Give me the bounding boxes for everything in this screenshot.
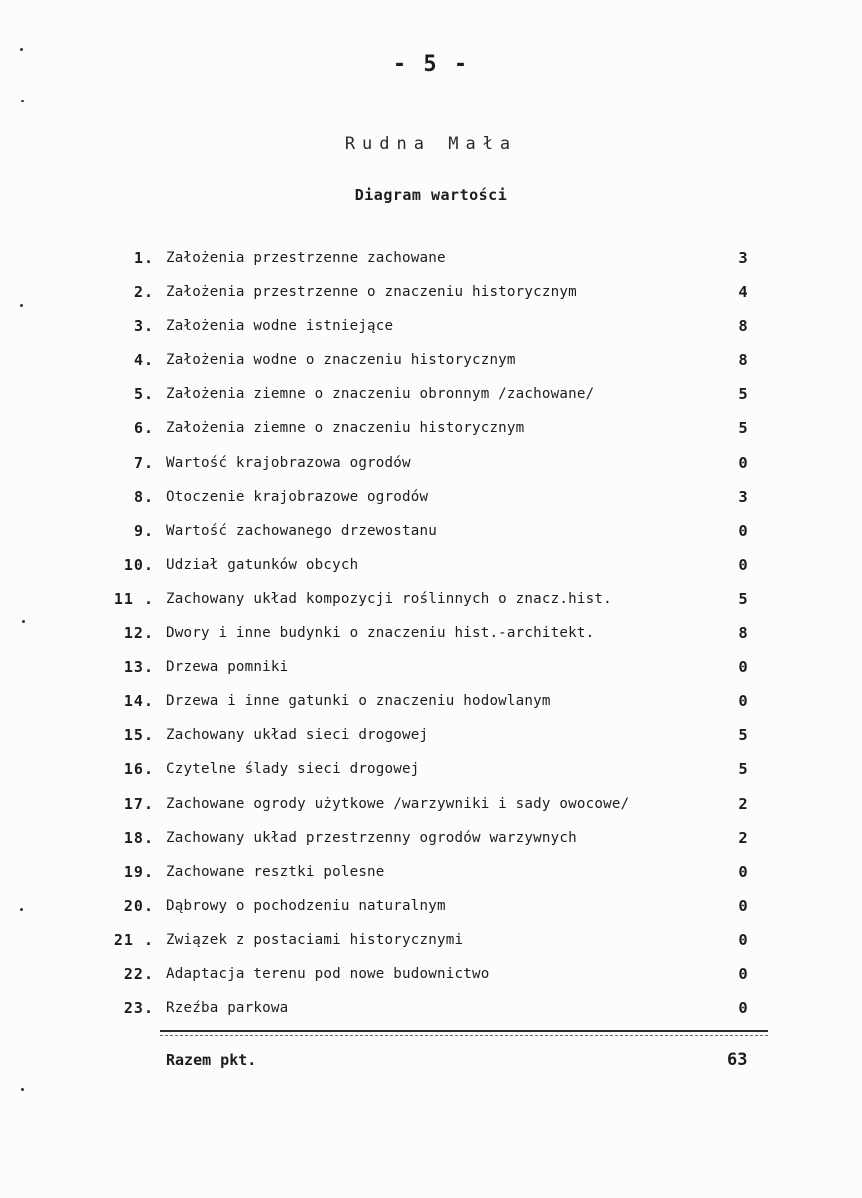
item-value: 8 <box>738 624 748 643</box>
item-value: 3 <box>738 487 748 506</box>
list-item <box>0 487 862 521</box>
item-value: 0 <box>738 964 748 983</box>
scan-speck <box>21 1088 24 1091</box>
item-label: Udział gatunków obcych <box>166 556 359 573</box>
item-label: Drzewa i inne gatunki o znaczeniu hodowlanym <box>166 693 551 710</box>
item-number: 17. <box>123 794 154 813</box>
item-value: 0 <box>738 862 748 881</box>
item-label: Dąbrowy o pochodzeniu naturalnym <box>166 897 446 914</box>
item-label: Rzeźba parkowa <box>166 1000 289 1017</box>
item-number: 21 . <box>113 930 154 949</box>
item-value: 0 <box>738 692 748 711</box>
item-label: Czytelne ślady sieci drogowej <box>166 761 420 778</box>
scan-speck <box>20 908 23 911</box>
item-label: Założenia przestrzenne zachowane <box>166 250 446 266</box>
item-number: 18. <box>123 828 154 847</box>
item-number: 15. <box>123 726 154 745</box>
item-number: 8. <box>133 487 154 506</box>
list-item <box>0 623 862 657</box>
item-number: 20. <box>123 896 154 915</box>
list-item <box>0 964 862 998</box>
item-value: 2 <box>738 794 748 813</box>
item-label: Założenia ziemne o znaczeniu historycznym <box>166 420 525 437</box>
total-label: Razem pkt. <box>166 1051 257 1069</box>
item-number: 2. <box>133 283 154 302</box>
list-item <box>0 453 862 487</box>
list-item <box>0 555 862 589</box>
item-number: 4. <box>133 351 154 370</box>
item-number: 11 . <box>113 589 154 608</box>
list-item <box>0 794 862 828</box>
item-value: 0 <box>738 555 748 574</box>
item-value: 5 <box>738 589 748 608</box>
scan-speck <box>22 620 25 623</box>
item-number: 22. <box>123 964 154 983</box>
scan-speck <box>20 48 23 51</box>
list-item <box>0 521 862 555</box>
item-value: 5 <box>738 385 748 404</box>
list-item <box>0 316 862 350</box>
list-item <box>0 384 862 418</box>
item-label: Założenia wodne istniejące <box>166 318 394 335</box>
item-number: 9. <box>133 521 154 540</box>
item-value: 0 <box>738 999 748 1018</box>
item-label: Zachowane resztki polesne <box>166 863 385 880</box>
item-value: 3 <box>738 249 748 267</box>
list-item <box>0 350 862 384</box>
item-value: 0 <box>738 453 748 472</box>
list-item <box>0 657 862 691</box>
item-value: 5 <box>738 419 748 438</box>
item-label: Otoczenie krajobrazowe ogrodów <box>166 488 429 505</box>
list-item <box>0 930 862 964</box>
item-label: Wartość krajobrazowa ogrodów <box>166 454 411 471</box>
total-value: 63 <box>727 1050 748 1070</box>
item-label: Założenia przestrzenne o znaczeniu historycznym <box>166 284 577 301</box>
list-item <box>0 862 862 896</box>
item-label: Adaptacja terenu pod nowe budownictwo <box>166 965 490 982</box>
total-divider <box>160 1030 768 1032</box>
item-number: 7. <box>133 453 154 472</box>
item-value: 5 <box>738 760 748 779</box>
item-label: Zachowany układ kompozycji roślinnych o znacz.hist. <box>166 590 612 607</box>
item-label: Założenia wodne o znaczeniu historycznym <box>166 352 516 369</box>
item-number: 10. <box>123 555 154 574</box>
item-label: Zachowane ogrody użytkowe /warzywniki i sady owocowe/ <box>166 795 630 812</box>
list-item <box>0 589 862 623</box>
list-item <box>0 691 862 725</box>
item-number: 14. <box>123 692 154 711</box>
list-item <box>0 998 862 1032</box>
item-value: 2 <box>738 828 748 847</box>
item-number: 12. <box>123 624 154 643</box>
list-item <box>0 248 862 282</box>
item-value: 0 <box>738 896 748 915</box>
list-item <box>0 282 862 316</box>
item-number: 19. <box>123 862 154 881</box>
item-number: 5. <box>133 385 154 404</box>
item-number: 13. <box>123 658 154 677</box>
item-value: 8 <box>738 317 748 336</box>
list-item <box>0 759 862 793</box>
list-item <box>0 725 862 759</box>
item-label: Wartość zachowanego drzewostanu <box>166 522 437 539</box>
page-title: Rudna Mała <box>344 134 518 154</box>
item-number: 6. <box>133 419 154 438</box>
list-item <box>0 896 862 930</box>
scan-speck <box>21 100 24 102</box>
item-value: 0 <box>738 521 748 540</box>
item-value: 0 <box>738 930 748 949</box>
item-label: Związek z postaciami historycznymi <box>166 931 464 948</box>
item-number: 1. <box>133 249 154 267</box>
page-subtitle: Diagram wartości <box>354 186 508 204</box>
item-value: 0 <box>738 658 748 677</box>
list-item <box>0 828 862 862</box>
item-label: Zachowany układ sieci drogowej <box>166 727 429 744</box>
list-item <box>0 418 862 452</box>
item-label: Dwory i inne budynki o znaczeniu hist.-architekt. <box>166 625 595 642</box>
item-label: Drzewa pomniki <box>166 659 289 676</box>
item-value: 5 <box>738 726 748 745</box>
total-divider-dashed <box>160 1035 768 1036</box>
item-number: 3. <box>133 317 154 336</box>
item-value: 8 <box>738 351 748 370</box>
scan-speck <box>20 304 23 307</box>
page-number: - 5 - <box>392 52 470 77</box>
item-number: 16. <box>123 760 154 779</box>
item-value: 4 <box>738 283 748 302</box>
item-label: Założenia ziemne o znaczeniu obronnym /zachowane/ <box>166 386 595 403</box>
value-list <box>0 248 862 1032</box>
item-label: Zachowany układ przestrzenny ogrodów warzywnych <box>166 829 577 846</box>
item-number: 23. <box>123 999 154 1018</box>
